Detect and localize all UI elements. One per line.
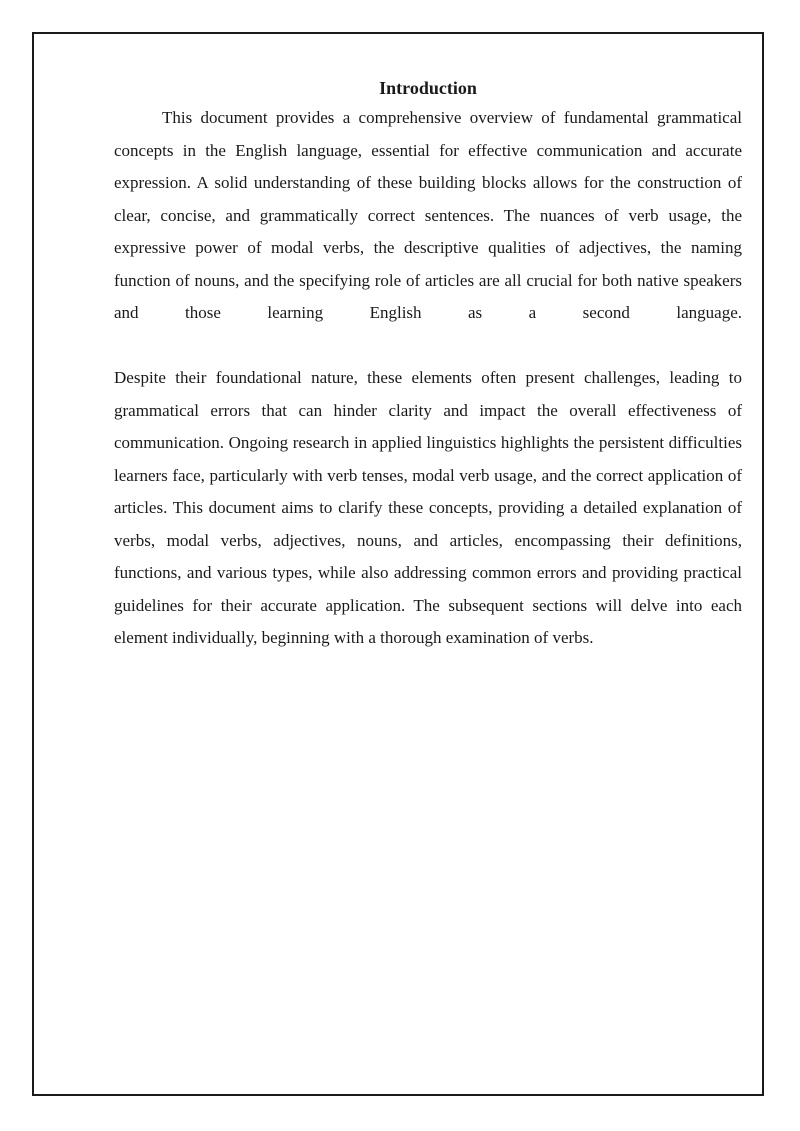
intro-paragraph-2: Despite their foundational nature, these elements often present challenges, leading to grammatical errors that can hinder clarity and impact the overall effectiveness of communication. Ongoing research in applied linguistics highlights the persistent difficulties learners face, particularly with verb tenses, modal verb usage, and the correct application of articles. This document aims to clarify these concepts, providing a detailed explanation of verbs, modal verbs, adjectives, nouns, and articles, encompassing their definitions, functions, and various types, while also addressing common errors and providing practical guidelines for their accurate application. The subsequent sections will delve into each element individually, beginning with a thorough examination of verbs. — [114, 368, 742, 647]
section-heading: Introduction — [379, 78, 477, 98]
intro-paragraph-1: This document provides a comprehensive overview of fundamental grammatical concepts in the English language, essential for effective communication and accurate expression. A solid understanding of these building blocks allows for the construction of clear, concise, and grammatically correct sentences. The nuances of verb usage, the expressive power of modal verbs, the descriptive qualities of adjectives, the naming function of nouns, and the specifying role of articles are all crucial for both native speakers and those learning English as a second language. — [114, 108, 742, 322]
document-body — [114, 74, 742, 655]
paragraph-spacer — [114, 330, 742, 363]
